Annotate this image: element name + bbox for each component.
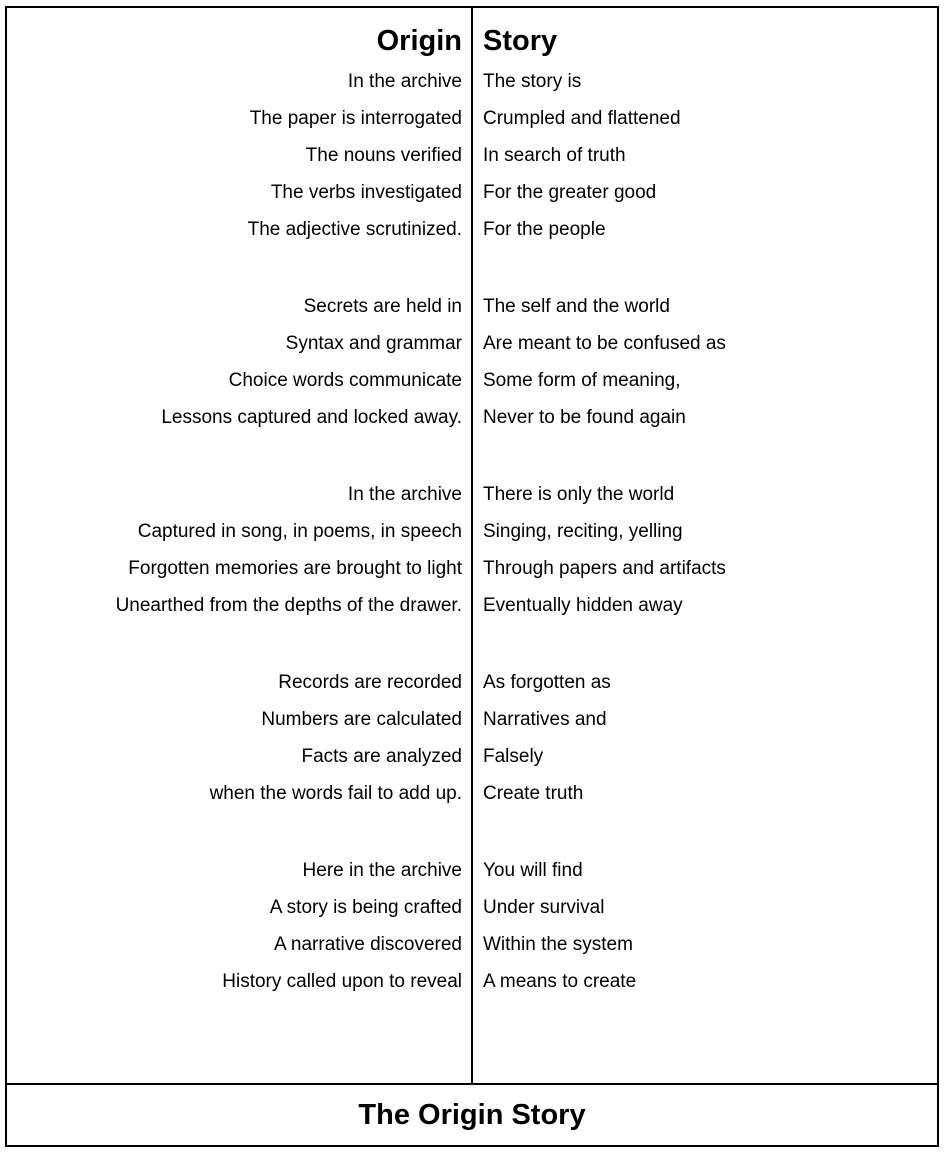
story-line: For the people	[483, 219, 606, 240]
story-line: In search of truth	[483, 145, 626, 166]
story-line: A means to create	[483, 971, 637, 992]
story-heading: Story	[483, 25, 558, 57]
footer	[7, 1085, 937, 1145]
origin-line: Here in the archive	[302, 860, 462, 881]
origin-line: Records are recorded	[278, 672, 462, 693]
origin-stanza-4	[7, 664, 462, 812]
origin-stanza-3	[7, 476, 462, 624]
story-line: The self and the world	[483, 296, 670, 317]
origin-line: History called upon to reveal	[222, 971, 462, 992]
story-line: Falsely	[483, 746, 544, 767]
origin-column	[7, 8, 471, 1000]
origin-heading: Origin	[376, 25, 462, 57]
story-line: The story is	[483, 71, 582, 92]
origin-line: The paper is interrogated	[249, 108, 462, 129]
story-line: Within the system	[483, 934, 633, 955]
origin-stanza-2	[7, 288, 462, 436]
origin-line: In the archive	[347, 71, 462, 92]
origin-line: Lessons captured and locked away.	[161, 407, 462, 428]
story-line: Under survival	[483, 897, 605, 918]
story-line: For the greater good	[483, 182, 657, 203]
story-line: Never to be found again	[483, 407, 686, 428]
origin-line: The adjective scrutinized.	[247, 219, 462, 240]
origin-line: Choice words communicate	[228, 370, 462, 391]
origin-line: The nouns verified	[305, 145, 462, 166]
story-line: Eventually hidden away	[483, 595, 683, 616]
story-stanza-3	[483, 476, 937, 624]
origin-line: when the words fail to add up.	[209, 783, 462, 804]
origin-line: Secrets are held in	[303, 296, 462, 317]
origin-line: A story is being crafted	[269, 897, 462, 918]
origin-stanza-1	[7, 63, 462, 248]
story-stanza-2	[483, 288, 937, 436]
story-line: Some form of meaning,	[483, 370, 681, 391]
story-column	[473, 8, 937, 1000]
origin-line: The verbs investigated	[270, 182, 462, 203]
story-stanza-1	[483, 63, 937, 248]
poem-frame	[5, 6, 939, 1147]
poem-title: The Origin Story	[358, 1099, 586, 1131]
origin-line: Unearthed from the depths of the drawer.	[115, 595, 462, 616]
story-line: Are meant to be confused as	[483, 333, 726, 354]
story-line: Crumpled and flattened	[483, 108, 681, 129]
origin-stanza-5	[7, 852, 462, 1000]
story-line: As forgotten as	[483, 672, 611, 693]
origin-line: Syntax and grammar	[285, 333, 462, 354]
origin-line: In the archive	[347, 484, 462, 505]
story-stanza-4	[483, 664, 937, 812]
origin-line: Facts are analyzed	[301, 746, 462, 767]
origin-line: A narrative discovered	[274, 934, 462, 955]
story-stanza-5	[483, 852, 937, 1000]
story-line: Narratives and	[483, 709, 607, 730]
story-line: Singing, reciting, yelling	[483, 521, 683, 542]
poem-table	[7, 8, 937, 1085]
story-line: There is only the world	[483, 484, 675, 505]
story-line: You will find	[483, 860, 583, 881]
origin-line: Forgotten memories are brought to light	[128, 558, 462, 579]
story-line: Through papers and artifacts	[483, 558, 726, 579]
origin-line: Captured in song, in poems, in speech	[137, 521, 462, 542]
story-line: Create truth	[483, 783, 584, 804]
origin-line: Numbers are calculated	[261, 709, 462, 730]
